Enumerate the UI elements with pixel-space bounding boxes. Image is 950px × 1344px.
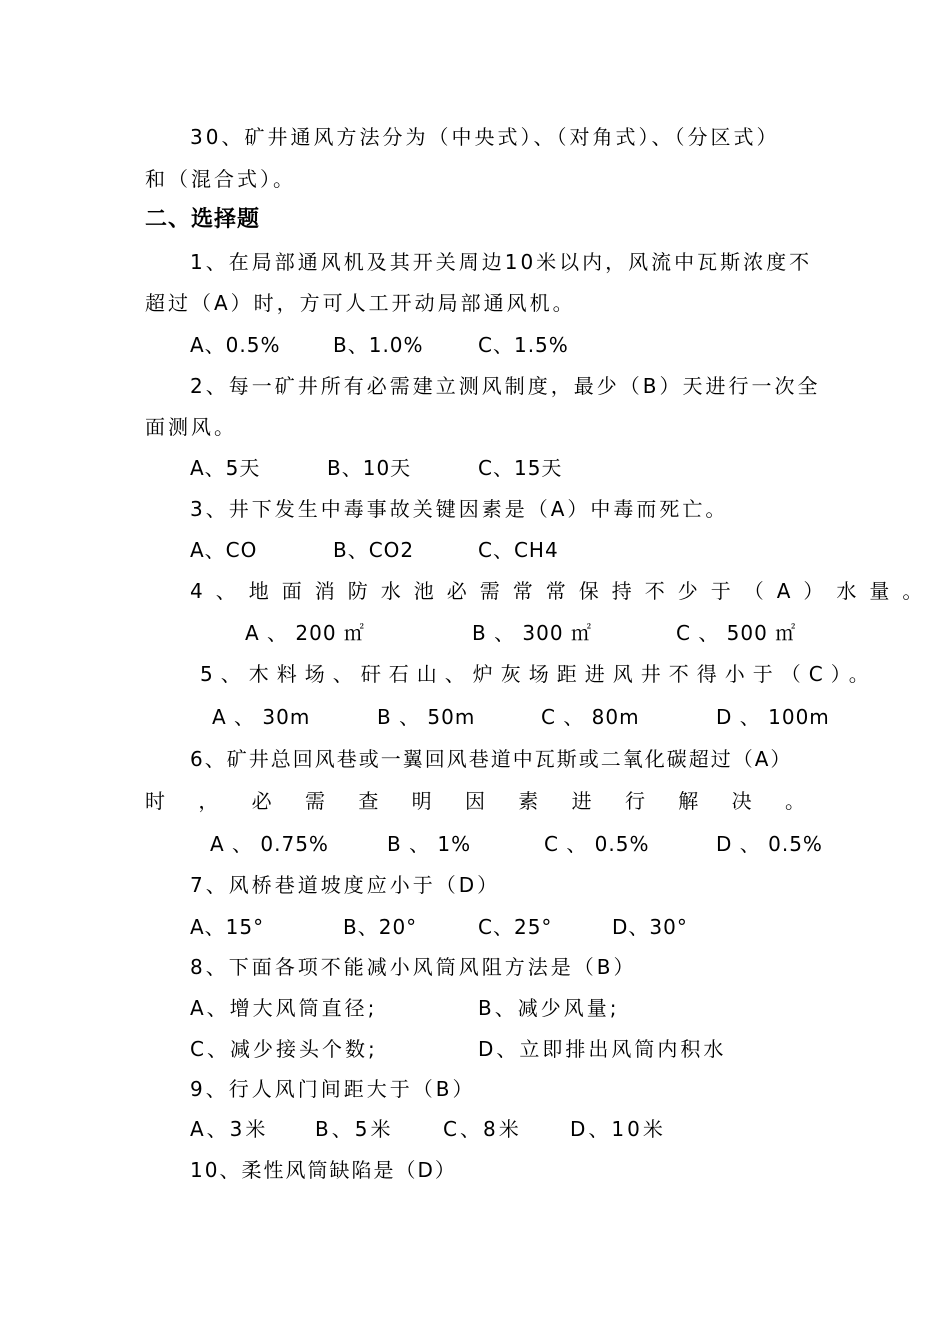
q6-option-b: B 、 1% [387,832,472,856]
q6-option-c: C 、 0.5% [544,832,650,856]
q6-line-2-char: 因 [464,789,485,813]
q2-option-c: C、15天 [478,456,563,480]
q8-option-d: D、立即排出风筒内积水 [478,1037,727,1061]
q2-line-2: 面测风。 [145,415,237,439]
q5-option-b: B 、 50m [377,705,476,729]
q6-line-2-char: 行 [624,789,645,813]
q9-option-a: A、3米 [190,1117,269,1141]
q8-line-1: 8、下面各项不能减小风筒风阻方法是（B） [190,955,637,979]
q5-line-1: 5、木料场、矸石山、炉灰场距进风井不得小于（C）。 [200,662,877,686]
q6-line-2-char: 查 [358,789,379,813]
q1-line-2: 超过（A）时，方可人工开动局部通风机。 [145,291,576,315]
q1-option-c: C、1.5% [478,333,569,357]
q6-option-d: D 、 0.5% [716,832,823,856]
q6-line-2-char: 。 [784,789,805,813]
q6-line-2-char: 需 [304,789,325,813]
q10-line-1: 10、柔性风筒缺陷是（D） [190,1158,457,1182]
q6-line-2-char: 进 [571,789,592,813]
q2-option-a: A、5天 [190,456,261,480]
q4-option-c: C 、 500 ㎡ [676,621,797,645]
q2-option-b: B、10天 [327,456,412,480]
q1-option-b: B、1.0% [333,333,424,357]
q9-option-b: B、5米 [315,1117,394,1141]
q2-line-1: 2、每一矿井所有必需建立测风制度，最少（B）天进行一次全 [190,374,821,398]
q30-line-1: 30、矿井通风方法分为（中央式）、（对角式）、（分区式） [190,125,780,149]
q6-line-1: 6、矿井总回风巷或一翼回风巷道中瓦斯或二氧化碳超过（A） [190,747,793,771]
q7-option-d: D、30° [612,915,688,939]
q8-option-c: C、减少接头个数; [190,1037,378,1061]
q4-line-1: 4、地面消防水池必需常常保持不少于（A）水量。 [190,579,936,603]
q3-option-a: A、CO [190,538,258,562]
q1-line-1: 1、在局部通风机及其开关周边10米以内，风流中瓦斯浓度不 [190,250,813,274]
q6-line-2-char: 素 [518,789,539,813]
q6-line-2-char: 决 [731,789,752,813]
q6-line-2-char: 时 [145,789,165,813]
q6-option-a: A 、 0.75% [210,832,329,856]
q3-line-1: 3、井下发生中毒事故关键因素是（A）中毒而死亡。 [190,497,729,521]
q9-option-d: D、10米 [570,1117,666,1141]
q8-option-b: B、减少风量; [478,996,620,1020]
q7-line-1: 7、风桥巷道坡度应小于（D） [190,873,501,897]
q3-option-b: B、CO2 [333,538,415,562]
q8-option-a: A、增大风筒直径; [190,996,378,1020]
q5-option-d: D 、 100m [716,705,830,729]
q5-option-a: A 、 30m [212,705,311,729]
q7-option-b: B、20° [343,915,418,939]
q30-line-2: 和（混合式）。 [145,167,296,191]
q9-option-c: C、8米 [443,1117,522,1141]
q6-line-2-char: 解 [678,789,699,813]
q5-option-c: C 、 80m [541,705,640,729]
q6-line-2-char: 必 [251,789,272,813]
q1-option-a: A、0.5% [190,333,281,357]
q4-option-a: A 、 200 ㎡ [245,621,365,645]
q6-line-2 [145,788,805,814]
q9-line-1: 9、行人风门间距大于（B） [190,1077,476,1101]
section-title: 二、选择题 [145,207,261,232]
q3-option-c: C、CH4 [478,538,559,562]
q4-option-b: B 、 300 ㎡ [472,621,592,645]
q6-line-2-char: 明 [411,789,432,813]
q7-option-a: A、15° [190,915,265,939]
q7-option-c: C、25° [478,915,553,939]
q6-line-2-char: ， [198,789,219,813]
